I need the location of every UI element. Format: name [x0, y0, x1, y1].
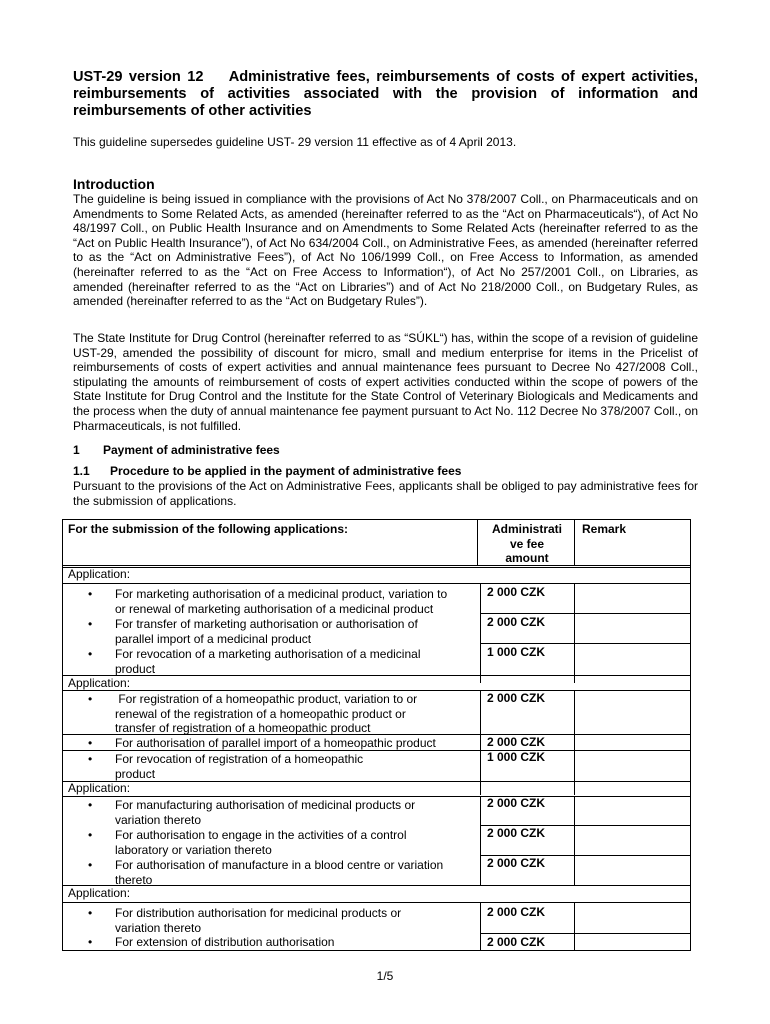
item-text-line: For authorisation of parallel import of a homeopathic product — [115, 736, 436, 750]
fee-amount: 2 000 CZK — [487, 585, 546, 599]
item-text-line: renewal of the registration of a homeopathic product or — [115, 706, 406, 721]
application-label: Application: — [68, 886, 131, 900]
bullet-icon: • — [88, 935, 93, 949]
item-text-line: For revocation of a marketing authorisation of a medicinal — [115, 647, 421, 661]
fee-amount: 2 000 CZK — [487, 856, 546, 870]
item-text-line: For authorisation of manufacture in a blood centre or variation — [115, 858, 444, 872]
document-title — [73, 69, 698, 120]
bullet-icon: • — [88, 828, 93, 842]
section-1-1-number: 1.1 — [73, 464, 90, 478]
fee-header-line-1: Administrati — [491, 522, 562, 536]
section-1-1-heading — [73, 464, 461, 478]
column-header-fee-amount — [483, 522, 571, 566]
fee-amount: 1 000 CZK — [487, 645, 546, 659]
table-row-item — [115, 906, 475, 935]
bullet-icon: • — [88, 692, 93, 706]
application-label: Application: — [68, 676, 131, 690]
item-text-line: product — [115, 766, 156, 781]
fee-table — [62, 519, 691, 951]
fee-amount: 2 000 CZK — [487, 905, 546, 919]
bullet-icon: • — [88, 647, 93, 661]
item-text-line: variation thereto — [115, 920, 202, 935]
fee-amount: 2 000 CZK — [487, 735, 546, 749]
bullet-icon: • — [88, 906, 93, 920]
table-row-item — [115, 828, 475, 857]
table-row-item — [115, 736, 475, 751]
item-text-line: parallel import of a medicinal product — [115, 631, 312, 646]
item-text-line: or renewal of marketing authorisation of a medicinal product — [115, 601, 434, 616]
item-text-line: laboratory or variation thereto — [115, 842, 272, 857]
table-row-item — [115, 647, 475, 676]
item-text-line: thereto — [115, 872, 153, 887]
bullet-icon: • — [88, 798, 93, 812]
title-code: UST-29 version 12 — [73, 69, 204, 85]
item-text-line: product — [115, 661, 156, 676]
section-1-1-title: Procedure to be applied in the payment of administrative fees — [110, 464, 462, 478]
fee-amount: 2 000 CZK — [487, 826, 546, 840]
item-text-line: variation thereto — [115, 812, 202, 827]
application-label: Application: — [68, 567, 131, 581]
introduction-heading: Introduction — [73, 176, 155, 192]
item-text-line: For extension of distribution authorisation — [115, 935, 335, 949]
fee-header-line-2: ve fee — [509, 536, 545, 551]
item-text-line: For manufacturing authorisation of medicinal products or — [115, 798, 416, 812]
table-row-item — [115, 692, 475, 736]
bullet-icon: • — [88, 617, 93, 631]
introduction-paragraph-1: The guideline is being issued in compliance with the provisions of Act No 378/2007 Coll., on Pharmaceuticals and on Amendments to Some Related Acts, as amended (hereinafter referred to as the “Act on Pharmaceuticals“), of Act No 48/1997 Coll., on Public Health Insurance and on Amendments to Some Related Acts (hereinafter referred to as the “Act on Public Health Insurance”), of Act No 634/2004 Coll., on Administrative Fees, as amended (hereinafter referred to as the “Act on Administrative Fees”), of Act No 106/1999 Coll., on Free Access to Information, as amended (hereinafter referred to as the “Act on Free Access to Information“), of Act No 257/2001 Coll., on Libraries, as amended (hereinafter referred to as the “Act on Libraries”) and of Act No 218/2000 Coll., on Budgetary Rules, as amended (hereinafter referred to as the “Act on Budgetary Rules”). — [73, 192, 698, 309]
page-number: 1/5 — [376, 969, 394, 983]
table-row-item — [115, 798, 475, 827]
application-label: Application: — [68, 781, 131, 795]
table-row-item — [115, 858, 475, 887]
introduction-paragraph-2: The State Institute for Drug Control (hereinafter referred to as “SÚKL“) has, within the scope of a revision of guideline UST-29, amended the possibility of discount for micro, small and medium enterprise for items in the Pricelist of reimbursements of costs of expert activities and annual maintenance fees pursuant to Decree No 427/2008 Coll., stipulating the amounts of reimbursement of costs of expert activities conducted within the scope of powers of the State Institute for Drug Control and the Institute for the State Control of Veterinary Biologicals and Medicaments and the process when the duty of annual maintenance fee payment pursuant to Act No. 112 Decree No 378/2007 Coll., on Pharmaceuticals, is not fulfilled. — [73, 331, 698, 433]
fee-amount: 2 000 CZK — [487, 615, 546, 629]
section-1-heading — [73, 443, 280, 457]
column-header-applications: For the submission of the following applications: — [68, 522, 349, 536]
item-text-line: For authorisation to engage in the activities of a control — [115, 828, 407, 842]
section-1-1-text: Pursuant to the provisions of the Act on Administrative Fees, applicants shall be obliged to pay administrative fees for the submission of applications. — [73, 479, 698, 508]
item-text-line: For transfer of marketing authorisation or authorisation of — [115, 617, 418, 631]
item-text-line: For distribution authorisation for medicinal products or — [115, 906, 402, 920]
item-text-line: For registration of a homeopathic product, variation to or — [115, 692, 418, 706]
supersede-note: This guideline supersedes guideline UST- 29 version 11 effective as of 4 April 2013. — [73, 135, 517, 149]
item-text-line: For marketing authorisation of a medicinal product, variation to — [115, 587, 448, 601]
bullet-icon: • — [88, 587, 93, 601]
table-row-item — [115, 935, 475, 950]
bullet-icon: • — [88, 736, 93, 750]
fee-header-line-3: amount — [505, 551, 549, 566]
item-text-line: transfer of registration of a homeopathic product — [115, 721, 371, 736]
item-text-line: For revocation of registration of a homeopathic — [115, 752, 364, 766]
table-row-item — [115, 617, 475, 646]
title-text: Administrative fees, reimbursements of costs of expert activities, reimbursements of activities associated with the provision of information and reimbursements of other activities — [73, 69, 698, 119]
table-row-item — [115, 587, 475, 616]
bullet-icon: • — [88, 752, 93, 766]
section-1-number: 1 — [73, 443, 80, 457]
fee-amount: 2 000 CZK — [487, 935, 546, 949]
fee-amount: 1 000 CZK — [487, 750, 546, 764]
column-header-remark: Remark — [582, 522, 627, 536]
table-row-item — [115, 752, 475, 781]
fee-amount: 2 000 CZK — [487, 691, 546, 705]
fee-amount: 2 000 CZK — [487, 796, 546, 810]
section-1-title: Payment of administrative fees — [103, 443, 280, 457]
bullet-icon: • — [88, 858, 93, 872]
